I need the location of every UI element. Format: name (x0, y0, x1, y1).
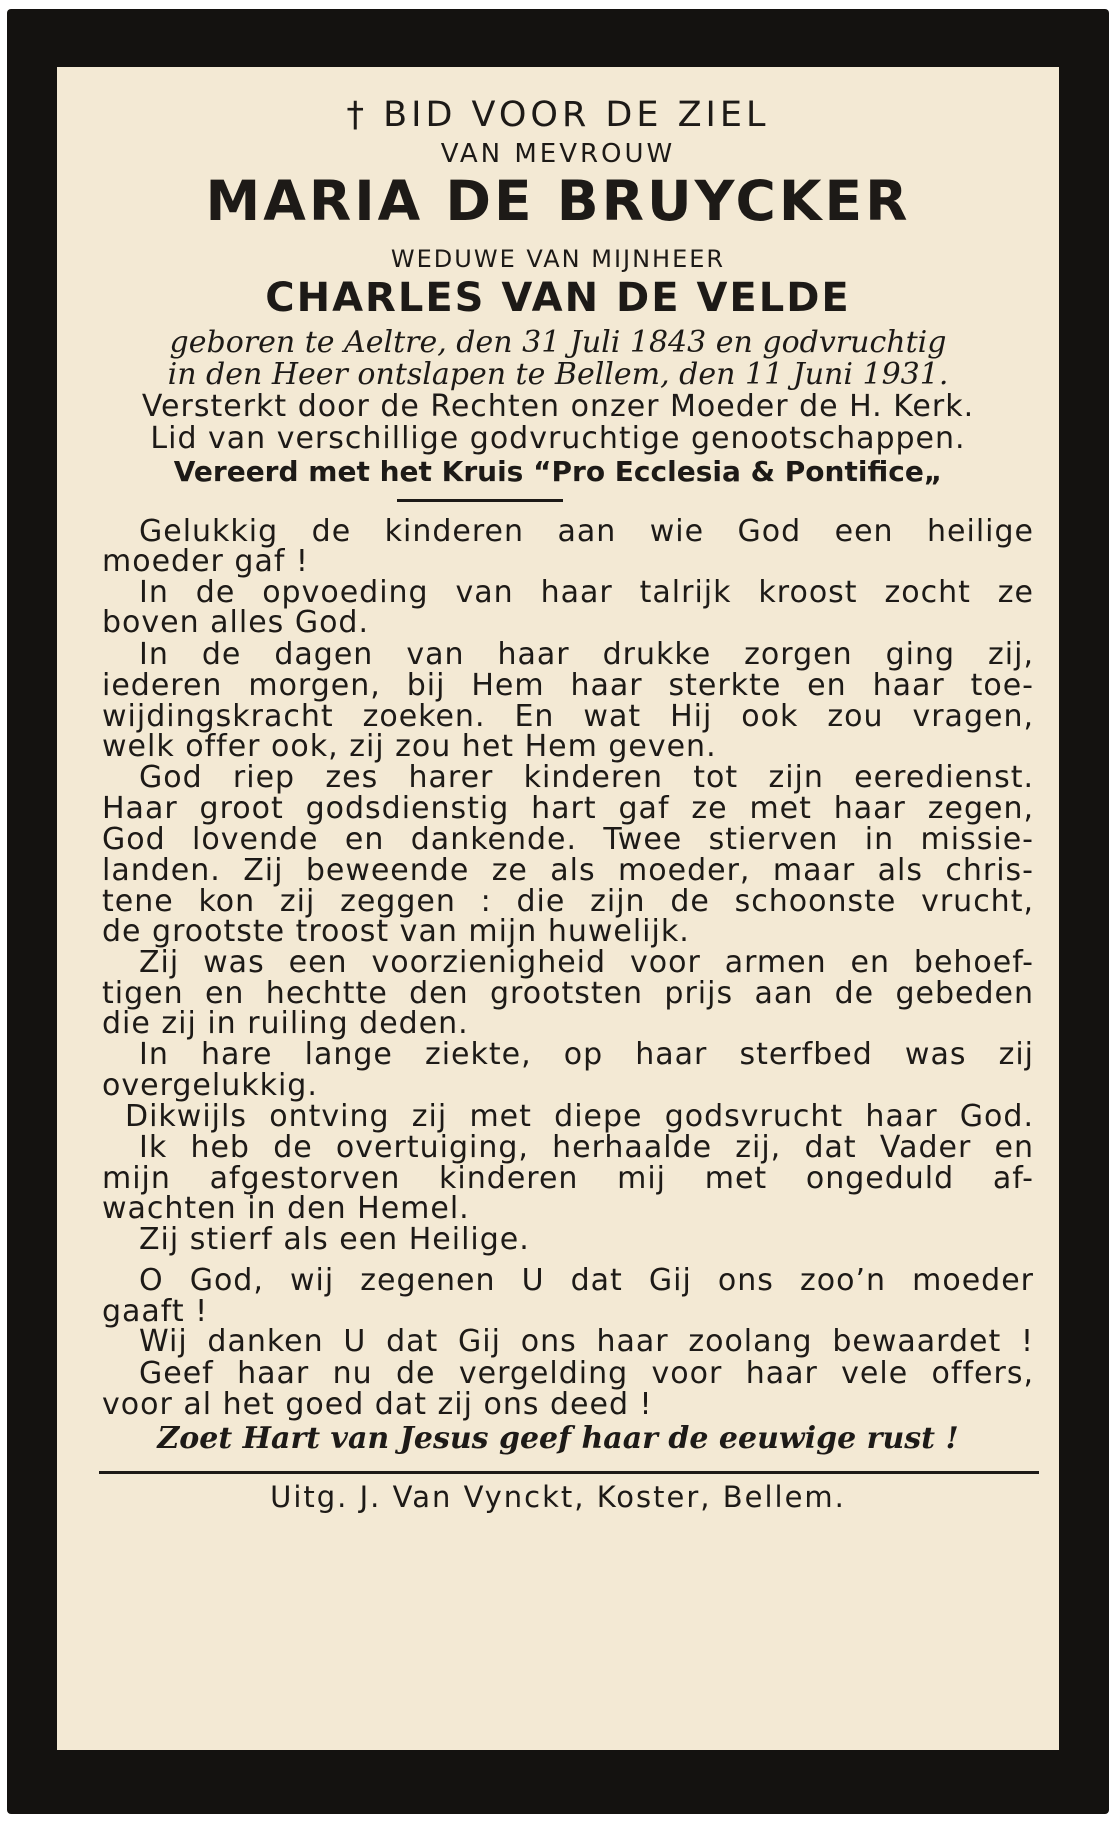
husband-name: CHARLES VAN DE VELDE (265, 275, 851, 321)
text-line: gaaft ! (102, 1294, 209, 1329)
short-divider (397, 499, 563, 502)
text-line: de grootste troost van mijn huwelijk. (102, 914, 690, 949)
text-line: Haar groot godsdienstig hart gaf ze met haar zegen, (102, 791, 1034, 826)
closing-prayer: Zoet Hart van Jesus geef haar de eeuwige rust ! (157, 1421, 959, 1456)
publisher-line: Uitg. J. Van Vynckt, Koster, Bellem. (270, 1480, 846, 1514)
text-line: In de dagen van haar drukke zorgen ging zij, (139, 637, 1034, 672)
text-line: Zij stierf als een Heilige. (139, 1222, 530, 1257)
text-line: wijdingskracht zoeken. En wat Hij ook zou vragen, (102, 699, 1034, 734)
text-line: welk offer ook, zij zou het Hem geven. (102, 729, 717, 764)
membership-line: Lid van verschillige godvruchtige genootschappen. (150, 421, 966, 456)
text-line: Geef haar nu de vergelding voor haar vele offers, (139, 1356, 1034, 1391)
text-line: Dikwijls ontving zij met diepe godsvrucht haar God. (125, 1099, 1034, 1134)
text-line: landen. Zij beweende ze als moeder, maar als chris- (102, 853, 1034, 888)
text-line: Wij danken U dat Gij ons haar zoolang bewaardet ! (139, 1324, 1034, 1359)
memorial-card-border (7, 9, 1109, 1814)
text-line: God lovende en dankende. Twee stierven in missie- (102, 822, 1034, 857)
death-line: in den Heer ontslapen te Bellem, den 11 Juni 1931. (167, 357, 949, 392)
text-line: voor al het goed dat zij ons deed ! (102, 1387, 653, 1422)
relation-line: WEDUWE VAN MIJNHEER (390, 245, 726, 273)
text-line: tigen en hechtte den grootsten prijs aan de gebeden (102, 976, 1034, 1011)
text-line: iederen morgen, bij Hem haar sterkte en haar toe- (102, 668, 1034, 703)
text-line: moeder gaf ! (102, 544, 309, 579)
text-line: Ik heb de overtuiging, herhaalde zij, dat Vader en (139, 1130, 1034, 1165)
text-line: O God, wij zegenen U dat Gij ons zoo’n moeder (139, 1263, 1034, 1298)
deceased-name: MARIA DE BRUYCKER (205, 169, 911, 233)
text-line: boven alles God. (102, 605, 370, 640)
text-line: overgelukkig. (102, 1068, 318, 1103)
text-line: tene kon zij zeggen : die zijn de schoonste vrucht, (102, 884, 1034, 919)
bottom-divider (99, 1471, 1039, 1474)
memorial-card (57, 67, 1059, 1750)
honour-line: Vereerd met het Kruis “Pro Ecclesia & Pontifice„ (173, 455, 943, 488)
text-line: In hare lange ziekte, op haar sterfbed was zij (139, 1037, 1034, 1072)
birth-line: geboren te Aeltre, den 31 Juli 1843 en godvruchtig (169, 325, 947, 360)
text-line: die zij in ruiling deden. (102, 1006, 469, 1041)
text-line: Zij was een voorzienigheid voor armen en behoef- (139, 945, 1034, 980)
title-prefix: VAN MEVROUW (440, 139, 676, 169)
text-line: Gelukkig de kinderen aan wie God een heilige (139, 514, 1034, 549)
text-line: God riep zes harer kinderen tot zijn eeredienst. (139, 760, 1034, 795)
sacraments-line: Versterkt door de Rechten onzer Moeder de H. Kerk. (141, 389, 975, 424)
text-line: mijn afgestorven kinderen mij met ongeduld af- (102, 1161, 1034, 1196)
text-line: wachten in den Hemel. (102, 1191, 470, 1226)
prayer-heading: † BID VOOR DE ZIEL (346, 95, 770, 135)
text-line: In de opvoeding van haar talrijk kroost zocht ze (139, 575, 1034, 610)
